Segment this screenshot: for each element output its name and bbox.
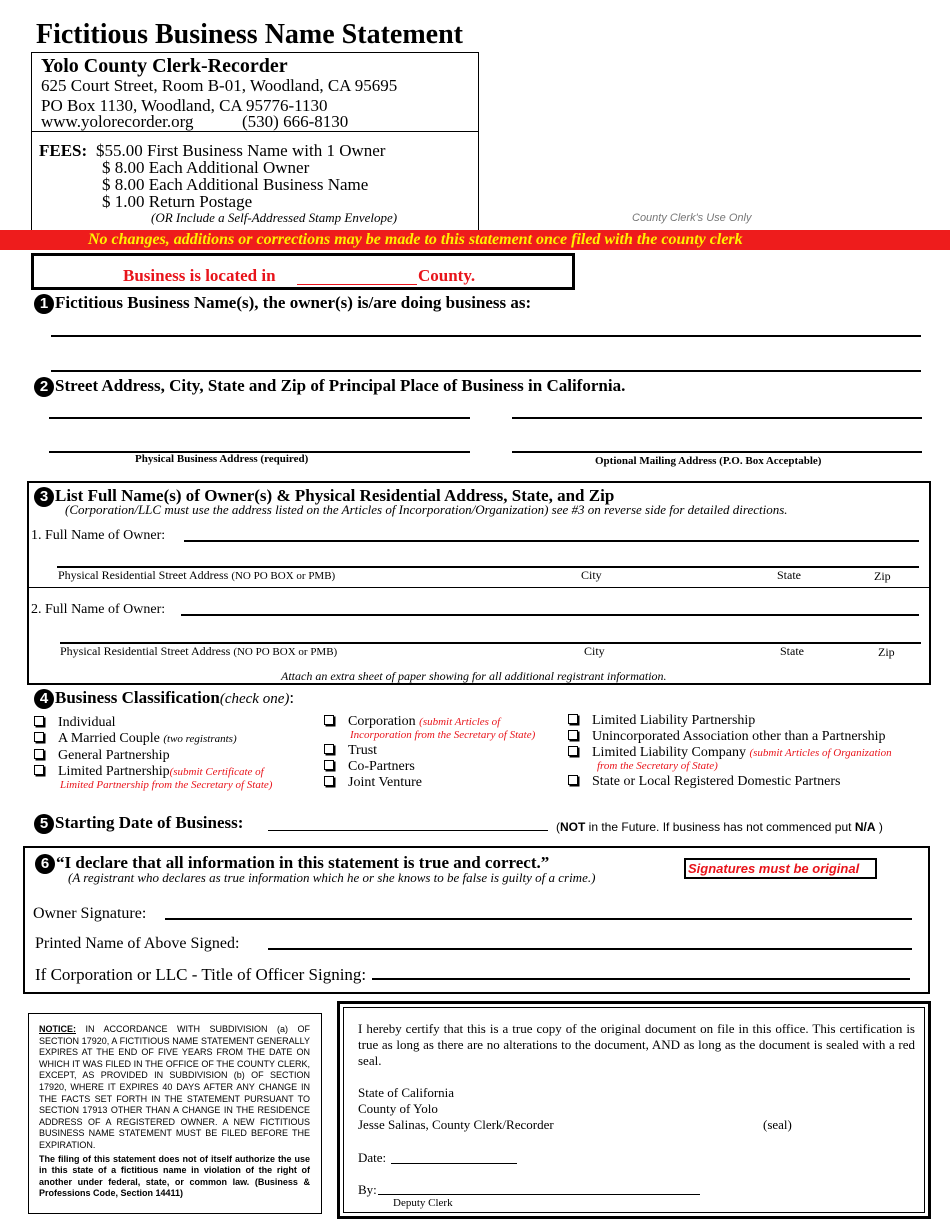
cert-date-input[interactable] xyxy=(391,1163,517,1164)
office-phone: (530) 666-8130 xyxy=(242,112,349,131)
cert-date-label: Date: xyxy=(358,1150,387,1165)
section-5-title: Starting Date of Business: xyxy=(55,813,244,832)
fee-item: $ 8.00 Each Additional Business Name xyxy=(102,175,369,194)
cert-by-input[interactable] xyxy=(378,1194,700,1195)
street-note: (NO PO BOX or PMB) xyxy=(231,570,336,582)
owner-1-street-label xyxy=(58,568,335,583)
classification-option[interactable] xyxy=(568,774,840,790)
option-note: (submit Certificate of xyxy=(169,766,264,778)
notice-text-1 xyxy=(39,1024,310,1152)
checkbox-icon[interactable] xyxy=(324,744,334,754)
cert-officer: Jesse Salinas, County Clerk/Recorder xyxy=(358,1117,554,1132)
fee-item: $55.00 First Business Name with 1 Owner xyxy=(96,141,386,160)
option-label: Corporation xyxy=(348,714,416,729)
starting-date-note xyxy=(556,820,883,834)
classification-option[interactable] xyxy=(34,748,170,764)
cert-state: State of California xyxy=(358,1085,455,1100)
declaration-box xyxy=(23,846,930,994)
section-6-subheading: (A registrant who declares as true information which he or she knows to be false is guilty of a crime.) xyxy=(68,870,596,885)
checkbox-icon[interactable] xyxy=(34,716,44,726)
section-3-title: List Full Name(s) of Owner(s) & Physical Residential Address, State, and Zip xyxy=(55,486,615,505)
notice-label: NOTICE: xyxy=(39,1024,76,1034)
checkbox-icon[interactable] xyxy=(34,732,44,742)
section-number-icon: 4 xyxy=(34,689,54,709)
option-label: State or Local Registered Domestic Partners xyxy=(592,774,841,789)
county-prefix: Business is located in xyxy=(123,266,276,285)
attach-note: Attach an extra sheet of paper showing for all additional registrant information. xyxy=(281,669,667,683)
section-1-heading xyxy=(34,293,531,314)
owner-1-label: 1. Full Name of Owner: xyxy=(31,528,166,543)
mailing-address-line-1[interactable] xyxy=(512,417,922,419)
owner-2-state-label: State xyxy=(780,644,804,658)
page-title: Fictitious Business Name Statement xyxy=(36,19,463,50)
classification-option[interactable] xyxy=(568,729,886,745)
fees-label: FEES: xyxy=(39,141,88,160)
office-website[interactable]: www.yolorecorder.org xyxy=(41,112,194,131)
section-number-icon: 6 xyxy=(35,854,55,874)
mailing-address-line-2[interactable] xyxy=(512,451,922,453)
option-label: A Married Couple xyxy=(58,731,160,746)
warning-text: No changes, additions or corrections may be made to this statement once filed with the county clerk xyxy=(88,231,743,248)
option-label: Co-Partners xyxy=(348,759,415,774)
street-note: (NO PO BOX or PMB) xyxy=(233,646,338,658)
section-number-icon: 2 xyxy=(34,377,54,397)
note-part: N/A xyxy=(854,820,876,834)
owner-2-city-label: City xyxy=(584,644,605,658)
checkbox-icon[interactable] xyxy=(568,775,578,785)
physical-address-line-1[interactable] xyxy=(49,417,470,419)
owner-divider xyxy=(29,587,929,588)
notice-box xyxy=(28,1013,322,1214)
classification-option[interactable] xyxy=(34,715,116,731)
owner-1-state-label: State xyxy=(777,568,801,582)
classification-option[interactable] xyxy=(324,743,377,759)
office-box xyxy=(31,52,479,132)
section-2-heading xyxy=(34,376,625,397)
option-note-continued: from the Secretary of State) xyxy=(597,760,718,772)
officer-title-label: If Corporation or LLC - Title of Officer Signing: xyxy=(35,965,367,984)
county-suffix: County. xyxy=(418,266,476,285)
option-note-continued: Incorporation from the Secretary of State) xyxy=(350,729,536,741)
classification-option[interactable] xyxy=(324,759,415,775)
owner-1-zip-label: Zip xyxy=(874,569,891,583)
note-part: NOT xyxy=(560,820,586,834)
officer-title-input[interactable] xyxy=(372,978,910,980)
certification-text: I hereby certify that this is a true copy of the original document on file in this office. This certification is true as long as there are no alterations to the document, AND as long as the document is sealed with a red seal. xyxy=(358,1021,915,1068)
note-part: ( xyxy=(556,820,560,834)
classification-option[interactable] xyxy=(568,745,892,761)
option-label: Limited Liability Company xyxy=(592,745,746,760)
business-name-line-1[interactable] xyxy=(51,335,921,337)
office-address-2: PO Box 1130, Woodland, CA 95776-1130 xyxy=(41,96,328,115)
warning-banner xyxy=(0,230,950,250)
owners-box xyxy=(27,481,931,685)
owner-1-name-input[interactable] xyxy=(184,540,919,542)
county-input[interactable] xyxy=(297,267,417,285)
classification-option[interactable] xyxy=(324,714,500,730)
office-name: Yolo County Clerk-Recorder xyxy=(41,55,288,77)
checkbox-icon[interactable] xyxy=(324,715,334,725)
cert-county: County of Yolo xyxy=(358,1101,438,1116)
clerk-use-label: County Clerk's Use Only xyxy=(632,212,752,224)
office-address-1: 625 Court Street, Room B-01, Woodland, CA 95695 xyxy=(41,76,398,95)
mailing-address-label: Optional Mailing Address (P.O. Box Acceptable) xyxy=(595,455,822,467)
printed-name-input[interactable] xyxy=(268,948,912,950)
notice-body: IN ACCORDANCE WITH SUBDIVISION (a) OF SECTION 17920, A FICTITIOUS NAME STATEMENT GENERALLY EXPIRES AT THE END OF FIVE YEARS FROM THE DATE ON WHICH IT WAS FILED IN THE OFFICE OF THE COUNTY CLERK, EXCEPT, AS PROVIDED IN SUBDIVISION (b) OF SECTION 17920, WHERE IT EXPIRES 40 DAYS AFTER ANY CHANGE IN THE FACTS SET FORTH IN THE STATEMENT PURSUANT TO SECTION 17913 OTHER THAN A CHANGE IN THE RESIDENCE ADDRESS OF A REGISTERED OWNER. A NEW FICTITIOUS BUSINESS NAME STATEMENT MUST BE FILED BEFORE THE EXPIRATION. xyxy=(39,1024,310,1150)
fee-item: $ 8.00 Each Additional Owner xyxy=(102,158,310,177)
option-label: Limited Partnership xyxy=(58,764,170,779)
option-label: Limited Liability Partnership xyxy=(592,713,756,728)
classification-option[interactable] xyxy=(34,764,264,780)
section-number-icon: 1 xyxy=(34,294,54,314)
fee-item: $ 1.00 Return Postage xyxy=(102,192,253,211)
street-label: Physical Residential Street Address xyxy=(60,644,231,658)
checkbox-icon[interactable] xyxy=(568,746,578,756)
cert-seal: (seal) xyxy=(763,1117,792,1132)
starting-date-input[interactable] xyxy=(268,830,548,831)
owner-2-zip-label: Zip xyxy=(878,645,895,659)
classification-option[interactable] xyxy=(34,731,237,747)
checkbox-icon[interactable] xyxy=(34,749,44,759)
section-4-heading xyxy=(34,688,294,709)
section-4-title: Business Classification xyxy=(55,688,220,707)
section-2-title: Street Address, City, State and Zip of Principal Place of Business in California. xyxy=(55,376,626,395)
street-label: Physical Residential Street Address xyxy=(58,568,229,582)
owner-1-city-label: City xyxy=(581,568,602,582)
cert-by-label: By: xyxy=(358,1182,377,1197)
section-1-title: Fictitious Business Name(s), the owner(s) is/are doing business as: xyxy=(55,293,532,312)
note-part: in the Future. If business has not commenced put xyxy=(585,820,855,834)
notice-text-2: The filing of this statement does not of itself authorize the use in this state of a fictitious name in violation of the right of another under federal, state, or common law. (Business & Professions Code, Section 14411) xyxy=(39,1153,310,1199)
option-note-continued: Limited Partnership from the Secretary of State) xyxy=(60,779,273,791)
option-note: (submit Articles of xyxy=(419,716,501,728)
section-number-icon: 3 xyxy=(34,487,54,507)
owner-2-name-input[interactable] xyxy=(181,614,919,616)
note-part: ) xyxy=(875,820,883,834)
option-label: General Partnership xyxy=(58,748,170,763)
fee-note: (OR Include a Self-Addressed Stamp Envelope) xyxy=(151,210,398,225)
section-6-title: “I declare that all information in this statement is true and correct.” xyxy=(56,853,550,872)
certification-box xyxy=(337,1001,931,1219)
checkbox-icon[interactable] xyxy=(568,714,578,724)
option-note: (two registrants) xyxy=(163,733,237,745)
section-number-icon: 5 xyxy=(34,814,54,834)
owner-signature-input[interactable] xyxy=(165,918,912,920)
owner-signature-label: Owner Signature: xyxy=(33,905,147,922)
cert-deputy-label: Deputy Clerk xyxy=(393,1197,453,1209)
checkbox-icon[interactable] xyxy=(324,776,334,786)
section-3-subheading: (Corporation/LLC must use the address listed on the Articles of Incorporation/Organization) see #3 on reverse side for detailed directions. xyxy=(65,502,788,517)
section-4-colon: : xyxy=(289,688,295,707)
option-label: Unincorporated Association other than a Partnership xyxy=(592,729,886,744)
option-label: Trust xyxy=(348,743,378,758)
checkbox-icon[interactable] xyxy=(34,765,44,775)
section-5-heading xyxy=(34,813,243,834)
classification-option[interactable] xyxy=(568,713,755,729)
section-4-note: (check one) xyxy=(219,691,290,707)
physical-address-label: Physical Business Address (required) xyxy=(135,453,309,465)
option-label: Individual xyxy=(58,715,116,730)
checkbox-icon[interactable] xyxy=(568,730,578,740)
option-label: Joint Venture xyxy=(348,775,423,790)
checkbox-icon[interactable] xyxy=(324,760,334,770)
owner-2-street-label xyxy=(60,644,337,659)
option-note: (submit Articles of Organization xyxy=(749,747,892,759)
owner-2-label: 2. Full Name of Owner: xyxy=(31,602,166,617)
business-name-line-2[interactable] xyxy=(51,370,921,372)
county-box xyxy=(31,253,575,290)
printed-name-label: Printed Name of Above Signed: xyxy=(35,935,240,952)
fees-box xyxy=(31,131,479,231)
signatures-badge: Signatures must be original xyxy=(684,858,877,879)
classification-option[interactable] xyxy=(324,775,422,791)
